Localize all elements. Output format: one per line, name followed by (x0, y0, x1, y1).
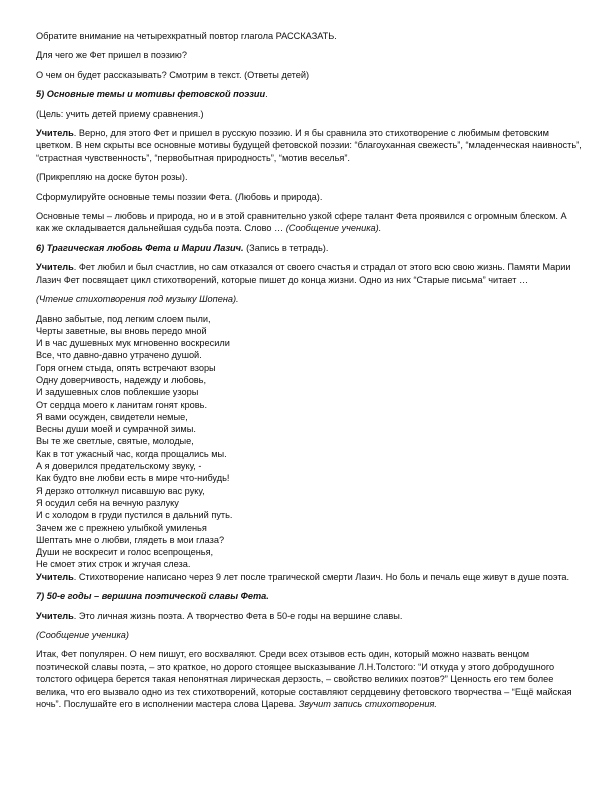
poem-line: Я вами осужден, свидетели немые, (36, 411, 188, 422)
section-6-heading (36, 242, 582, 254)
teacher-label: Учитель (36, 610, 74, 621)
section-5-title: 5) Основные темы и мотивы фетовской поэзии (36, 89, 266, 100)
section-5-teacher-paragraph (36, 127, 582, 164)
section-6-title-note: (Запись в тетрадь). (243, 242, 329, 253)
section-6-teacher-paragraph (36, 261, 582, 286)
section-7-title: 7) 50-е годы – вершина поэтической славы Фета. (36, 591, 269, 602)
section-6-reading-note: (Чтение стихотворения под музыку Шопена). (36, 294, 239, 305)
poem-line: Одну доверчивость, надежду и любовь, (36, 374, 207, 385)
teacher-label: Учитель (36, 571, 74, 582)
poem-line: Не смоет этих строк и жгучая слеза. (36, 559, 191, 570)
section-5-goal: (Цель: учить детей приему сравнения.) (36, 108, 204, 119)
section-6-teacher-text: . Фет любил и был счастлив, но сам отказался от своего счастья и страдал от этого всю свою жизнь. Памяти Марии Лазич Фет посвящает цикл стихотворений, которые пишет до конца жизни. Одно из них “Старые письма” читает … (36, 262, 571, 285)
section-6-after-poem-text: . Стихотворение написано через 9 лет после трагической смерти Лазич. Но боль и печаль еще живут в душе поэта. (73, 571, 570, 582)
poem-line: И с холодом в груди пустился в дальний путь. (36, 510, 233, 521)
section-6-title: 6) Трагическая любовь Фета и Марии Лазич. (36, 242, 244, 253)
section-5-heading (36, 88, 582, 100)
section-7-recording-note: Звучит запись стихотворения. (298, 698, 437, 709)
poem-line: Души не воскресит и голос всепрощенья, (36, 547, 214, 558)
document-page (36, 30, 582, 717)
section-5-themes-paragraph (36, 210, 582, 235)
teacher-label: Учитель (36, 128, 74, 139)
section-6-after-poem-paragraph (36, 571, 582, 583)
poem-line: Шептать мне о любви, глядеть в мои глаза? (36, 534, 225, 545)
question-why-poetry: Для чего же Фет пришел в поэзию? (36, 50, 187, 61)
section-7-tolstoy-text: Итак, Фет популярен. О нем пишут, его восхваляют. Среди всех отзывов есть один, который можно назвать венцом поэтической славы поэта, – это краткое, но дорого стоящее высказывание Л.Н.Толстого: “И откуда у этого добродушного толстого офицера берется такая непонятная лирическая дерзость, – свойство великих поэтов?” Ценность его тем более велика, что его вызвало одно из тех стихотворений, которые составляют сердцевину фетовского творчества – “Ещё майская ночь”. Послушайте его в исполнении мастера слова Царева. (36, 649, 572, 709)
poem-line: От сердца моего к ланитам гонят кровь. (36, 399, 207, 410)
poem-line: Вы те же светлые, святые, молодые, (36, 436, 194, 447)
poem-line: И задушевных слов поблекшие узоры (36, 387, 199, 398)
poem-line: Горя огнем стыда, опять встречают взоры (36, 362, 216, 373)
section-5-themes-question: Сформулируйте основные темы поэзии Фета. (Любовь и природа). (36, 191, 323, 202)
question-what-about: О чем он будет рассказывать? Смотрим в текст. (Ответы детей) (36, 69, 310, 80)
poem-old-letters (36, 313, 582, 571)
section-7-student-message: (Сообщение ученика) (36, 629, 129, 640)
section-7-teacher-paragraph (36, 610, 582, 622)
section-7-tolstoy-paragraph (36, 648, 582, 710)
poem-line: И в час душевных мук мгновенно воскресили (36, 338, 230, 349)
poem-line: Я осудил себя на вечную разлуку (36, 497, 179, 508)
poem-line: Давно забытые, под легким слоем пыли, (36, 313, 211, 324)
teacher-label: Учитель (36, 262, 74, 273)
paragraph-repeat-verb: Обратите внимание на четырехкратный повтор глагола РАССКАЗАТЬ. (36, 31, 337, 41)
section-5-teacher-text: . Верно, для этого Фет и пришел в русскую поэзию. И я бы сравнила это стихотворение с любимым фетовским цветком. В нем скрыты все основные мотивы будущей фетовской поэзии: “благоуханная свежесть”, “младенческая наивность”, “страстная чувственность”, “первобытная природность”, “мотив веселья”. (36, 128, 582, 163)
poem-line: Все, что давно-давно утрачено душой. (36, 350, 202, 361)
section-5-title-dot: . (265, 89, 268, 100)
section-5-rose-note: (Прикрепляю на доске бутон розы). (36, 172, 188, 183)
section-5-themes-text: Основные темы – любовь и природа, но и в этой сравнительно узкой сфере талант Фета проявился с огромным блеском. А как же складывается дальнейшая судьба поэта. Слово … (36, 211, 567, 234)
poem-line: Как в тот ужасный час, когда прощались мы. (36, 448, 227, 459)
poem-line: Зачем же с прежнею улыбкой умиленья (36, 522, 207, 533)
section-5-student-message: (Сообщение ученика). (285, 223, 382, 234)
section-7-teacher-text: . Это личная жизнь поэта. А творчество Фета в 50-е годы на вершине славы. (73, 610, 403, 621)
poem-line: Черты заветные, вы вновь передо мной (36, 325, 207, 336)
poem-line: Весны души моей и сумрачной зимы. (36, 424, 196, 435)
poem-line: А я доверился предательскому звуку, - (36, 461, 202, 472)
poem-line: Как будто вне любви есть в мире что-нибудь! (36, 473, 230, 484)
poem-line: Я дерзко оттолкнул писавшую вас руку, (36, 485, 205, 496)
